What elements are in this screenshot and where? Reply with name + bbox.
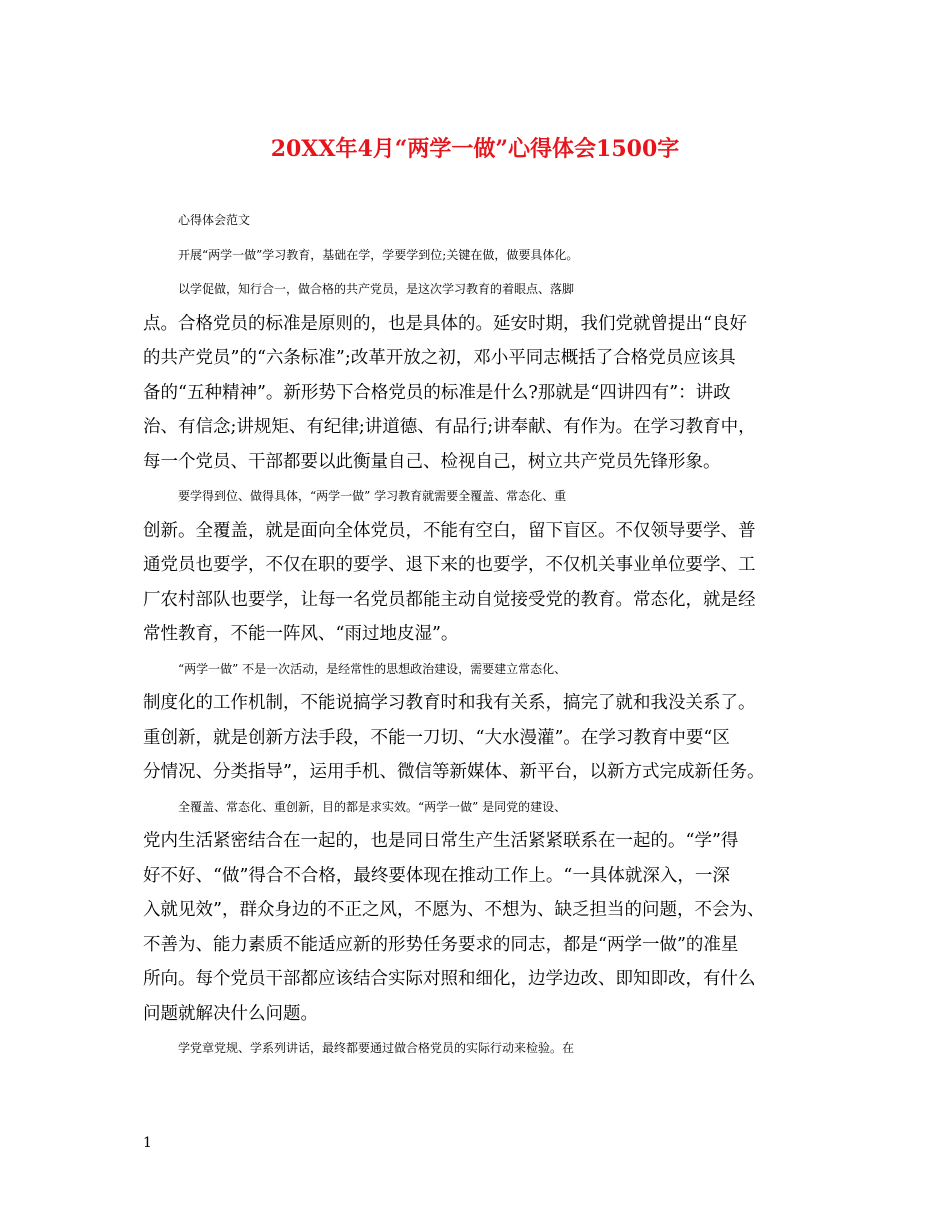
text-line: 心得体会范文 xyxy=(178,213,251,227)
document-title: 20XX年4月“两学一做”心得体会1500字 xyxy=(270,136,680,162)
text-line: 所向。每个党员干部都应该结合实际对照和细化，边学边改、即知即改，有什么 xyxy=(143,969,756,989)
text-line: 治、有信念;讲规矩、有纪律;讲道德、有品行;讲奉献、有作为。在学习教育中， xyxy=(143,417,756,437)
text-line: 入就见效”，群众身边的不正之风，不愿为、不想为、缺乏担当的问题，不会为、 xyxy=(143,900,765,920)
text-line: 要学得到位、做得具体，“两学一做” 学习教育就需要全覆盖、常态化、重 xyxy=(178,489,567,503)
text-line: 制度化的工作机制，不能说搞学习教育时和我有关系，搞完了就和我没关系了。 xyxy=(143,693,756,713)
text-line: 通党员也要学，不仅在职的要学、退下来的也要学，不仅机关事业单位要学、工 xyxy=(143,555,756,575)
text-line: 党内生活紧密结合在一起的，也是同日常生产生活紧紧联系在一起的。“学”得 xyxy=(143,831,739,851)
text-line: 学党章党规、学系列讲话，最终都要通过做合格党员的实际行动来检验。在 xyxy=(178,1041,575,1055)
text-line: 每一个党员、干部都要以此衡量自己、检视自己，树立共产党员先锋形象。 xyxy=(143,451,721,472)
text-line: 备的“五种精神”。新形势下合格党员的标准是什么?那就是“四讲四有”：讲政 xyxy=(143,382,731,403)
text-line: 重创新，就是创新方法手段，不能一刀切、“大水漫灌”。在学习教育中要“区 xyxy=(143,727,730,748)
document-body xyxy=(143,203,819,1066)
text-line: 全覆盖、常态化、重创新，目的都是求实效。“两学一做” 是同党的建设、 xyxy=(178,799,567,814)
text-line: 常性教育，不能一阵风、“雨过地皮湿”。 xyxy=(143,624,459,644)
text-line: 点。合格党员的标准是原则的，也是具体的。延安时期，我们党就曾提出“良好 xyxy=(143,313,747,334)
text-line: 以学促做，知行合一，做合格的共产党员，是这次学习教育的着眼点、落脚 xyxy=(178,282,575,296)
text-line: 厂农村部队也要学，让每一名党员都能主动自觉接受党的教育。常态化，就是经 xyxy=(143,589,756,610)
text-line: 分情况、分类指导”，运用手机、微信等新媒体、新平台，以新方式完成新任务。 xyxy=(143,762,765,782)
text-line: 问题就解决什么问题。 xyxy=(143,1003,318,1024)
text-line: 开展“两学一做”学习教育，基础在学，学要学到位;关键在做，做要具体化。 xyxy=(178,247,579,262)
text-line: 不善为、能力素质不能适应新的形势任务要求的同志，都是“两学一做”的准星 xyxy=(143,934,739,955)
text-line: “两学一做” 不是一次活动，是经常性的思想政治建设，需要建立常态化、 xyxy=(178,661,567,676)
text-line: 好不好、“做”得合不合格，最终要体现在推动工作上。“一具体就深入，一深 xyxy=(143,865,730,886)
text-line: 的共产党员”的“六条标准”;改革开放之初，邓小平同志概括了合格党员应该具 xyxy=(143,348,736,368)
page-number: 1 xyxy=(143,1135,152,1151)
text-line: 创新。全覆盖，就是面向全体党员，不能有空白，留下盲区。不仅领导要学、普 xyxy=(143,520,756,541)
